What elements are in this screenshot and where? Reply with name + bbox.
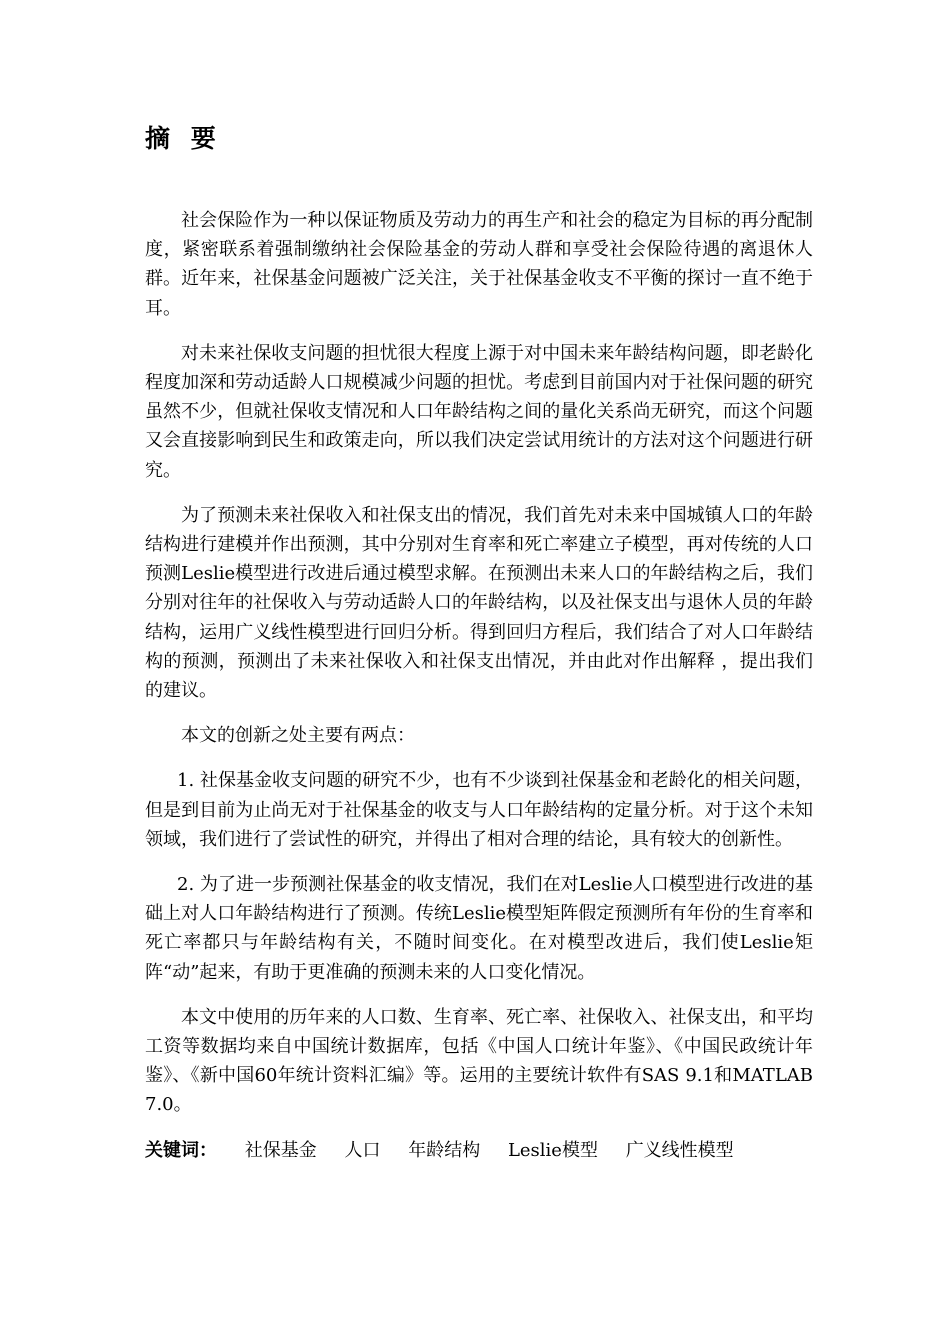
keywords-line [145,1136,813,1166]
keyword-item: Leslie模型 [507,1139,598,1161]
abstract-body [145,206,813,1166]
paragraph-innovation-intro: 本文的创新之处主要有两点： [181,725,415,747]
paragraph-concern: 对未来社保收支问题的担忧很大程度上源于对中国未来年龄结构问题，即老龄化程度加深和劳动适龄人口规模减少问题的担忧。考虑到目前国内对于社保问题的研究虽然不少，但就社保收支情况和人口年龄结构之间的量化关系尚无研究，而这个问题又会直接影响到民生和政策走向，所以我们决定尝试用统计的方法对这个问题进行研究。 [145,342,813,481]
paragraph-intro: 社会保险作为一种以保证物质及劳动力的再生产和社会的稳定为目标的再分配制度，紧密联系着强制缴纳社会保险基金的劳动人群和享受社会保险待遇的离退休人群。近年来，社保基金问题被广泛关注，关于社保基金收支不平衡的探讨一直不绝于耳。 [145,210,813,319]
keyword-item: 社保基金 [244,1139,317,1161]
paragraph-data-sources: 本文中使用的历年来的人口数、生育率、死亡率、社保收入、社保支出，和平均工资等数据均来自中国统计数据库，包括《中国人口统计年鉴》、《中国民政统计年鉴》、《新中国60年统计资料汇编》等。运用的主要统计软件有SAS 9.1和MATLAB 7.0。 [145,1006,813,1116]
paragraph-innovation-1: 1. 社保基金收支问题的研究不少，也有不少谈到社保基金和老龄化的相关问题，但是到目前为止尚无对于社保基金的收支与人口年龄结构的定量分析。对于这个未知领域，我们进行了尝试性的研究，并得出了相对合理的结论，具有较大的创新性。 [145,770,813,850]
keywords-label: 关键词： [145,1139,217,1161]
keyword-item: 人口 [344,1139,381,1161]
paragraph-method: 为了预测未来社保收入和社保支出的情况，我们首先对未来中国城镇人口的年龄结构进行建模并作出预测，其中分别对生育率和死亡率建立子模型，再对传统的人口预测Leslie模型进行改进后通过模型求解。在预测出未来人口的年龄结构之后，我们分别对往年的社保收入与劳动适龄人口的年龄结构，以及社保支出与退休人员的年龄结构，运用广义线性模型进行回归分析。得到回归方程后，我们结合了对人口年龄结构的预测，预测出了未来社保收入和社保支出情况，并由此对作出解释 ，提出我们的建议。 [145,504,813,702]
page-title: 摘 要 [145,124,222,153]
paragraph-innovation-2: 2. 为了进一步预测社保基金的收支情况，我们在对Leslie人口模型进行改进的基础上对人口年龄结构进行了预测。传统Leslie模型矩阵假定预测所有年份的生育率和死亡率都只与年龄结构有关，不随时间变化。在对模型改进后，我们使Leslie矩阵“动”起来，有助于更准确的预测未来的人口变化情况。 [145,874,813,983]
keyword-item: 年龄结构 [408,1139,481,1161]
keyword-item: 广义线性模型 [625,1139,734,1161]
